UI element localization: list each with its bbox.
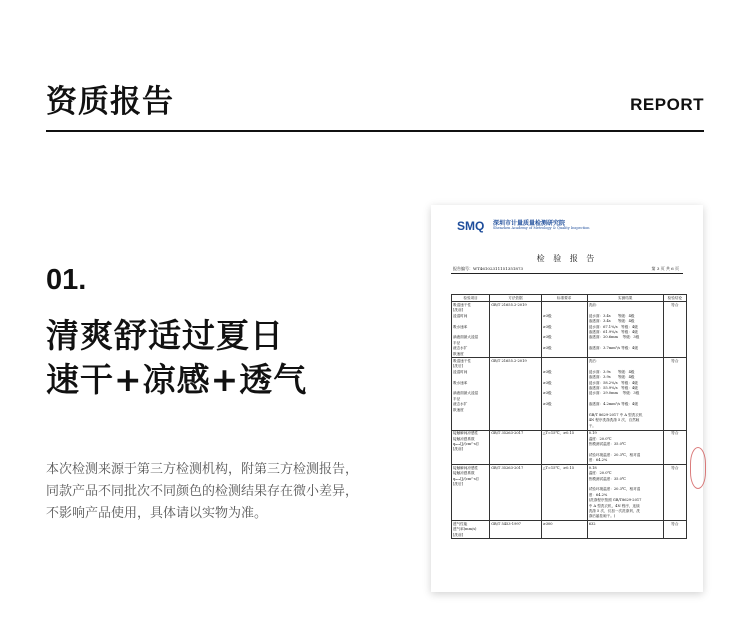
cell-measured-line: 干。 bbox=[588, 423, 596, 428]
col-header: 检验项目 bbox=[452, 295, 490, 302]
cell-result-line: 符合 bbox=[671, 465, 679, 470]
report-number: 报告编号：WT46102311151351873 bbox=[453, 266, 524, 271]
cell-standard-line: ≥3级 bbox=[542, 324, 552, 329]
cell-item-line: 接触瞬间凉感性 bbox=[453, 431, 479, 436]
col-header: 检验结论 bbox=[663, 295, 686, 302]
headline-line: 清爽舒适过夏日 bbox=[46, 316, 284, 355]
cell-measured-line: 温度：20.0℃ bbox=[588, 471, 612, 476]
description-line: 不影响产品使用，具体请以实物为准。 bbox=[46, 506, 268, 521]
cell-item-line: 吸水速率 bbox=[453, 324, 468, 329]
cell-standard-line: ≥3级 bbox=[542, 369, 552, 374]
cell-result bbox=[663, 302, 686, 358]
cell-item-line: 液态水扩 bbox=[453, 402, 468, 407]
meta-divider bbox=[451, 273, 683, 274]
table-row bbox=[452, 302, 687, 358]
cell-measured-line: 渗透面：3.4s 等级：4级 bbox=[588, 319, 635, 324]
cell-standard-line: ≥3级 bbox=[542, 380, 552, 385]
cell-measured bbox=[587, 302, 663, 358]
cell-measured bbox=[587, 358, 663, 430]
cell-measured-line: 洗前： bbox=[588, 302, 600, 307]
cell-item-line: 吸水速率 bbox=[453, 380, 468, 385]
cell-standard bbox=[541, 465, 587, 521]
cell-method bbox=[490, 358, 542, 430]
cell-standard-line: ≥3级 bbox=[542, 391, 552, 396]
cell-item-line: 接触凉感系数 bbox=[453, 436, 475, 441]
cell-measured-line: 浸水面：58.2%/s 等级：4级 bbox=[588, 380, 638, 385]
cell-standard bbox=[541, 430, 587, 464]
test-report-image bbox=[431, 205, 703, 592]
cell-measured bbox=[587, 430, 663, 464]
cell-measured-line: 渗透面：55.9%/s 等级：4级 bbox=[588, 386, 638, 390]
cell-standard-line: ≥3级 bbox=[542, 313, 552, 318]
cell-measured-line: 试验环境温度：20.3℃，相对湿 bbox=[588, 452, 641, 457]
description-line: 本次检测来源于第三方检测机构，附第三方检测报告， bbox=[46, 462, 359, 477]
col-header: 标准要求 bbox=[541, 295, 587, 302]
cell-result bbox=[663, 358, 686, 430]
cell-item-line: 接触瞬间凉感性 bbox=[453, 465, 479, 470]
cell-standard bbox=[541, 521, 587, 539]
section-headline bbox=[46, 314, 307, 402]
cell-measured bbox=[587, 465, 663, 521]
cell-standard-line: ≥300 bbox=[542, 521, 553, 526]
cell-standard-line: △T=15℃，≥0.15 bbox=[542, 465, 575, 470]
results-table bbox=[451, 294, 687, 539]
cell-measured-line: 度：64.2% bbox=[588, 492, 608, 497]
cell-method-line: GB/T 5453-1997 bbox=[491, 521, 521, 526]
cell-measured-line: 度：64.2% bbox=[588, 458, 608, 463]
cell-result bbox=[663, 521, 686, 539]
col-header: 实测结果 bbox=[587, 295, 663, 302]
cell-method bbox=[490, 430, 542, 464]
cell-measured-line: 0.18 bbox=[588, 465, 597, 470]
cell-item-line: [洗前] bbox=[453, 532, 463, 537]
cell-item-line: 半径 bbox=[453, 396, 461, 401]
cell-item-line: 接触凉感系数 bbox=[453, 471, 475, 476]
table-row bbox=[452, 430, 687, 464]
cell-standard bbox=[541, 302, 587, 358]
section-description bbox=[46, 459, 406, 525]
cell-item-line: [洗后] bbox=[453, 364, 463, 369]
inspection-seal bbox=[690, 447, 706, 489]
cell-item-line: 浸湿时间 bbox=[453, 369, 468, 374]
section-number: 01. bbox=[46, 264, 87, 296]
header-divider bbox=[46, 130, 704, 132]
cell-standard-line: ≥3级 bbox=[542, 346, 552, 351]
cell-result bbox=[663, 430, 686, 464]
cell-measured-line: 浸水面：3.4s 等级：4级 bbox=[588, 313, 635, 318]
cell-measured bbox=[587, 521, 663, 539]
smq-logo: SMQ bbox=[457, 219, 485, 233]
cell-measured-line: 洗涤 5 次，仅加一次洗涤剂，洗 bbox=[588, 508, 641, 513]
cell-item-line: 散速度 bbox=[453, 351, 464, 356]
cell-item bbox=[452, 302, 490, 358]
table-row bbox=[452, 465, 687, 521]
cell-measured-line: 渗透面：3.9s 等级：4级 bbox=[588, 375, 635, 380]
cell-method-line: GB/T 35263-2017 bbox=[491, 431, 524, 436]
cell-item bbox=[452, 430, 490, 464]
cell-item-line: 浸湿时间 bbox=[453, 313, 468, 318]
cell-measured-line: 浸水面：29.0mm 等级：3级 bbox=[588, 391, 640, 396]
cell-method bbox=[490, 302, 542, 358]
cell-item bbox=[452, 465, 490, 521]
cell-method-line: GB/T 35263-2017 bbox=[491, 465, 524, 470]
cell-measured-line: 热模测试温度：35.0℃ bbox=[588, 442, 626, 447]
description-line: 同款产品不同批次不同颜色的检测结果存在微小差异， bbox=[46, 484, 359, 499]
cell-measured-line: 0.19 bbox=[588, 431, 597, 436]
cell-method-line: GB/T 21655.2-2019 bbox=[491, 358, 527, 363]
cell-item-line: [洗前] bbox=[453, 447, 463, 452]
page-subtitle: REPORT bbox=[630, 95, 704, 114]
cell-result-line: 符合 bbox=[671, 302, 679, 307]
institute-name-en: Shenzhen Academy of Metrology & Quality Inspection bbox=[493, 226, 590, 230]
cell-measured-line: 洗后： bbox=[588, 358, 600, 363]
report-title: 检 验 报 告 bbox=[536, 254, 598, 263]
cell-result bbox=[663, 465, 686, 521]
cell-item-line: 散速度 bbox=[453, 407, 464, 412]
page-title: 资质报告 bbox=[46, 84, 174, 120]
cell-item-line: 透气性能 bbox=[453, 521, 468, 526]
cell-measured-line: 渗透面：4.2mm²/s 等级：4级 bbox=[588, 402, 638, 407]
headline-line: 速干+凉感+透气 bbox=[46, 360, 308, 399]
page-number: 第 3 页 共 6 页 bbox=[651, 266, 679, 271]
cell-result-line: 符合 bbox=[671, 431, 679, 436]
cell-measured-line: 浸水面：3.9s 等级：4级 bbox=[588, 369, 635, 374]
cell-item-line: [洗后] bbox=[453, 481, 463, 486]
cell-measured-line: 涤后悬挂晾干。) bbox=[588, 514, 616, 519]
cell-item-line: 吸湿速干性 bbox=[453, 302, 471, 307]
cell-item-line: 滴液面最大浸湿 bbox=[453, 335, 479, 340]
cell-standard bbox=[541, 358, 587, 430]
cell-measured-line: 渗透面：20.6mm 等级：3级 bbox=[588, 335, 640, 340]
cell-measured-line: 温度：20.0℃ bbox=[588, 436, 612, 441]
cell-standard-line: ≥3级 bbox=[542, 402, 552, 407]
cell-item bbox=[452, 521, 490, 539]
cell-method bbox=[490, 465, 542, 521]
cell-standard-line: △T=15℃，≥0.15 bbox=[542, 431, 575, 436]
cell-item-line: 透气率(mm/s) bbox=[453, 527, 477, 532]
cell-item-line: 吸湿速干性 bbox=[453, 358, 471, 363]
cell-result-line: 符合 bbox=[671, 521, 679, 526]
cell-item-line: qₘₐₓ[J/(cm²·s)] bbox=[453, 476, 479, 481]
cell-item-line: 半径 bbox=[453, 340, 461, 345]
cell-item-line: [洗前] bbox=[453, 308, 463, 313]
cell-measured-line: 4N 程序洗涤洗涤 5 次，自然晾 bbox=[588, 418, 640, 423]
cell-standard-line: ≥3级 bbox=[542, 335, 552, 340]
table-row bbox=[452, 358, 687, 430]
table-header-row bbox=[452, 295, 687, 302]
cell-measured-line: 浸水面：67.1%/s 等级：4级 bbox=[588, 324, 638, 329]
cell-measured-line: (洗涤程序按照 GB/T8629-2017 bbox=[588, 498, 642, 503]
cell-measured-line: GB/T 8629-2017 中 A 型洗衣机 bbox=[588, 413, 643, 418]
cell-measured-line: 渗透面：61.9%/s 等级：4级 bbox=[588, 329, 638, 334]
cell-measured-line: 热模测试温度：35.0℃ bbox=[588, 476, 626, 481]
cell-item bbox=[452, 358, 490, 430]
cell-item-line: qₘₐₓ[J/(cm²·s)] bbox=[453, 442, 479, 447]
institute-name: 深圳市计量质量检测研究院 bbox=[493, 220, 566, 227]
cell-method bbox=[490, 521, 542, 539]
table-row bbox=[452, 521, 687, 539]
cell-item-line: 液态水扩 bbox=[453, 346, 468, 351]
cell-item-line: 滴液面最大浸湿 bbox=[453, 391, 479, 396]
col-header: 方法依据 bbox=[490, 295, 542, 302]
cell-method-line: GB/T 21655.2-2019 bbox=[491, 302, 527, 307]
cell-measured-line: 632 bbox=[588, 521, 596, 526]
cell-result-line: 符合 bbox=[671, 358, 679, 363]
cell-measured-line: 试验环境温度：20.3℃，相对湿 bbox=[588, 487, 641, 492]
cell-measured-line: 中 A 型洗衣机，4N 程序，连续 bbox=[588, 503, 640, 508]
cell-measured-line: 渗透面：3.7mm²/s 等级：4级 bbox=[588, 346, 638, 351]
